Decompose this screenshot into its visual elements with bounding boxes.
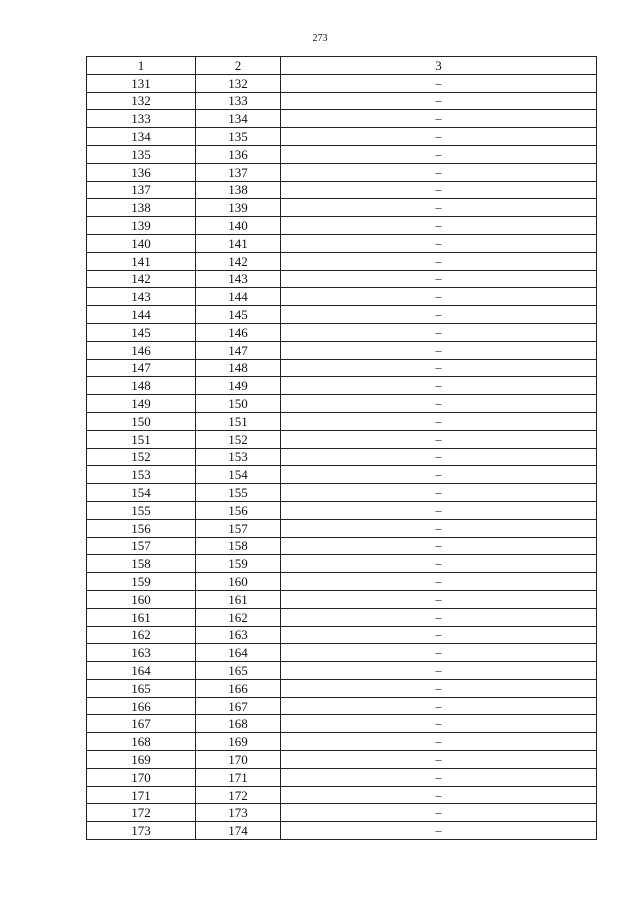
table-cell-col-1: 143 [87,288,196,306]
table-cell-col-1: 136 [87,163,196,181]
table-cell-col-3: – [281,501,597,519]
table-cell-col-3: – [281,199,597,217]
table-cell-col-1: 141 [87,252,196,270]
table-cell-col-1: 134 [87,128,196,146]
column-header-1: 1 [87,57,196,75]
table-row [87,128,597,146]
table-cell-col-3: – [281,395,597,413]
table-cell-col-1: 154 [87,484,196,502]
table-cell-col-3: – [281,573,597,591]
table-cell-col-2: 170 [196,751,281,769]
table-cell-col-3: – [281,163,597,181]
table-row [87,199,597,217]
table-cell-col-2: 147 [196,341,281,359]
table-cell-col-2: 162 [196,608,281,626]
table-cell-col-1: 131 [87,74,196,92]
table-body [87,74,597,839]
table-cell-col-1: 167 [87,715,196,733]
data-table [86,56,597,840]
table-cell-col-1: 169 [87,751,196,769]
table-cell-col-3: – [281,128,597,146]
table-row [87,626,597,644]
table-cell-col-3: – [281,519,597,537]
table-cell-col-1: 132 [87,92,196,110]
page-number: 273 [312,33,328,44]
table-row [87,359,597,377]
table-row [87,804,597,822]
table-cell-col-1: 148 [87,377,196,395]
table-cell-col-2: 155 [196,484,281,502]
table-cell-col-3: – [281,804,597,822]
table-cell-col-2: 138 [196,181,281,199]
table-cell-col-1: 150 [87,412,196,430]
table-row [87,234,597,252]
table-cell-col-1: 165 [87,679,196,697]
table-cell-col-3: – [281,359,597,377]
table-cell-col-3: – [281,448,597,466]
table-row [87,74,597,92]
table-cell-col-2: 135 [196,128,281,146]
table-cell-col-1: 138 [87,199,196,217]
table-cell-col-2: 145 [196,306,281,324]
table-cell-col-1: 162 [87,626,196,644]
table-cell-col-2: 149 [196,377,281,395]
table-cell-col-3: – [281,662,597,680]
table-cell-col-1: 140 [87,234,196,252]
table-cell-col-2: 164 [196,644,281,662]
table-cell-col-2: 139 [196,199,281,217]
table-cell-col-2: 160 [196,573,281,591]
table-row [87,412,597,430]
table-row [87,555,597,573]
table-cell-col-3: – [281,181,597,199]
table-cell-col-2: 163 [196,626,281,644]
table-cell-col-2: 142 [196,252,281,270]
table-cell-col-2: 144 [196,288,281,306]
table-row [87,252,597,270]
table-cell-col-2: 172 [196,786,281,804]
table-cell-col-3: – [281,786,597,804]
table-cell-col-1: 152 [87,448,196,466]
table-row [87,768,597,786]
table-cell-col-3: – [281,590,597,608]
table-cell-col-1: 163 [87,644,196,662]
table-cell-col-3: – [281,466,597,484]
table-row [87,217,597,235]
table-cell-col-3: – [281,608,597,626]
table-cell-col-3: – [281,537,597,555]
table-cell-col-3: – [281,145,597,163]
table-cell-col-3: – [281,288,597,306]
table-cell-col-1: 149 [87,395,196,413]
table-cell-col-3: – [281,323,597,341]
table-row [87,573,597,591]
table-cell-col-2: 146 [196,323,281,341]
table-cell-col-2: 158 [196,537,281,555]
table-cell-col-3: – [281,92,597,110]
table-cell-col-1: 139 [87,217,196,235]
table-row [87,430,597,448]
table-cell-col-1: 157 [87,537,196,555]
table-cell-col-1: 156 [87,519,196,537]
table-cell-col-2: 140 [196,217,281,235]
table-row [87,110,597,128]
table-cell-col-1: 146 [87,341,196,359]
table-cell-col-1: 142 [87,270,196,288]
table-cell-col-3: – [281,484,597,502]
table-cell-col-1: 158 [87,555,196,573]
column-header-3: 3 [281,57,597,75]
column-header-2: 2 [196,57,281,75]
table-cell-col-1: 155 [87,501,196,519]
table-cell-col-2: 141 [196,234,281,252]
table-cell-col-2: 166 [196,679,281,697]
table-cell-col-3: – [281,430,597,448]
table-header [87,57,597,75]
table-cell-col-3: – [281,252,597,270]
table-row [87,751,597,769]
table-cell-col-1: 160 [87,590,196,608]
table-cell-col-3: – [281,341,597,359]
table-cell-col-2: 171 [196,768,281,786]
table-row [87,715,597,733]
table-cell-col-3: – [281,626,597,644]
table-cell-col-1: 164 [87,662,196,680]
table-cell-col-3: – [281,733,597,751]
table-row [87,395,597,413]
table-cell-col-1: 173 [87,822,196,840]
table-cell-col-3: – [281,412,597,430]
table-cell-col-2: 168 [196,715,281,733]
table-row [87,822,597,840]
table-cell-col-1: 144 [87,306,196,324]
table-cell-col-3: – [281,751,597,769]
table-cell-col-2: 136 [196,145,281,163]
table-row [87,644,597,662]
table-row [87,519,597,537]
table-row [87,448,597,466]
table-cell-col-2: 165 [196,662,281,680]
header-row [87,57,597,75]
table-row [87,733,597,751]
table-cell-col-2: 169 [196,733,281,751]
table-cell-col-1: 153 [87,466,196,484]
table-cell-col-1: 159 [87,573,196,591]
table-cell-col-3: – [281,74,597,92]
table-row [87,679,597,697]
table-cell-col-2: 161 [196,590,281,608]
table-cell-col-1: 137 [87,181,196,199]
table-cell-col-1: 147 [87,359,196,377]
table-cell-col-2: 137 [196,163,281,181]
table-cell-col-1: 166 [87,697,196,715]
table-cell-col-3: – [281,679,597,697]
table-row [87,466,597,484]
table-cell-col-2: 154 [196,466,281,484]
table-cell-col-2: 133 [196,92,281,110]
table-cell-col-3: – [281,715,597,733]
table-cell-col-2: 174 [196,822,281,840]
table-row [87,377,597,395]
table-row [87,323,597,341]
table-row [87,590,597,608]
table-cell-col-3: – [281,234,597,252]
table-cell-col-1: 151 [87,430,196,448]
table-row [87,697,597,715]
table-cell-col-2: 132 [196,74,281,92]
table-cell-col-2: 148 [196,359,281,377]
table-cell-col-2: 159 [196,555,281,573]
table-cell-col-2: 151 [196,412,281,430]
table-row [87,786,597,804]
table-cell-col-3: – [281,110,597,128]
table-row [87,181,597,199]
table-row [87,92,597,110]
table-row [87,537,597,555]
table-cell-col-1: 172 [87,804,196,822]
table-cell-col-1: 161 [87,608,196,626]
table-row [87,662,597,680]
table-row [87,608,597,626]
table-row [87,341,597,359]
table-cell-col-1: 145 [87,323,196,341]
table-cell-col-2: 143 [196,270,281,288]
table-cell-col-1: 170 [87,768,196,786]
table-row [87,270,597,288]
table-row [87,163,597,181]
table-cell-col-3: – [281,555,597,573]
table-cell-col-2: 153 [196,448,281,466]
table-cell-col-3: – [281,768,597,786]
table-cell-col-2: 150 [196,395,281,413]
table-cell-col-3: – [281,270,597,288]
table-cell-col-3: – [281,217,597,235]
table-cell-col-2: 156 [196,501,281,519]
table-cell-col-3: – [281,697,597,715]
table-cell-col-2: 134 [196,110,281,128]
table-row [87,288,597,306]
table-row [87,484,597,502]
table-cell-col-3: – [281,822,597,840]
table-cell-col-2: 157 [196,519,281,537]
table-cell-col-3: – [281,306,597,324]
table-cell-col-1: 171 [87,786,196,804]
table-cell-col-3: – [281,377,597,395]
table-cell-col-2: 173 [196,804,281,822]
table-cell-col-2: 152 [196,430,281,448]
table-row [87,501,597,519]
table-row [87,306,597,324]
table-cell-col-2: 167 [196,697,281,715]
table-row [87,145,597,163]
table-cell-col-1: 168 [87,733,196,751]
table-cell-col-3: – [281,644,597,662]
table-cell-col-1: 133 [87,110,196,128]
table-cell-col-1: 135 [87,145,196,163]
